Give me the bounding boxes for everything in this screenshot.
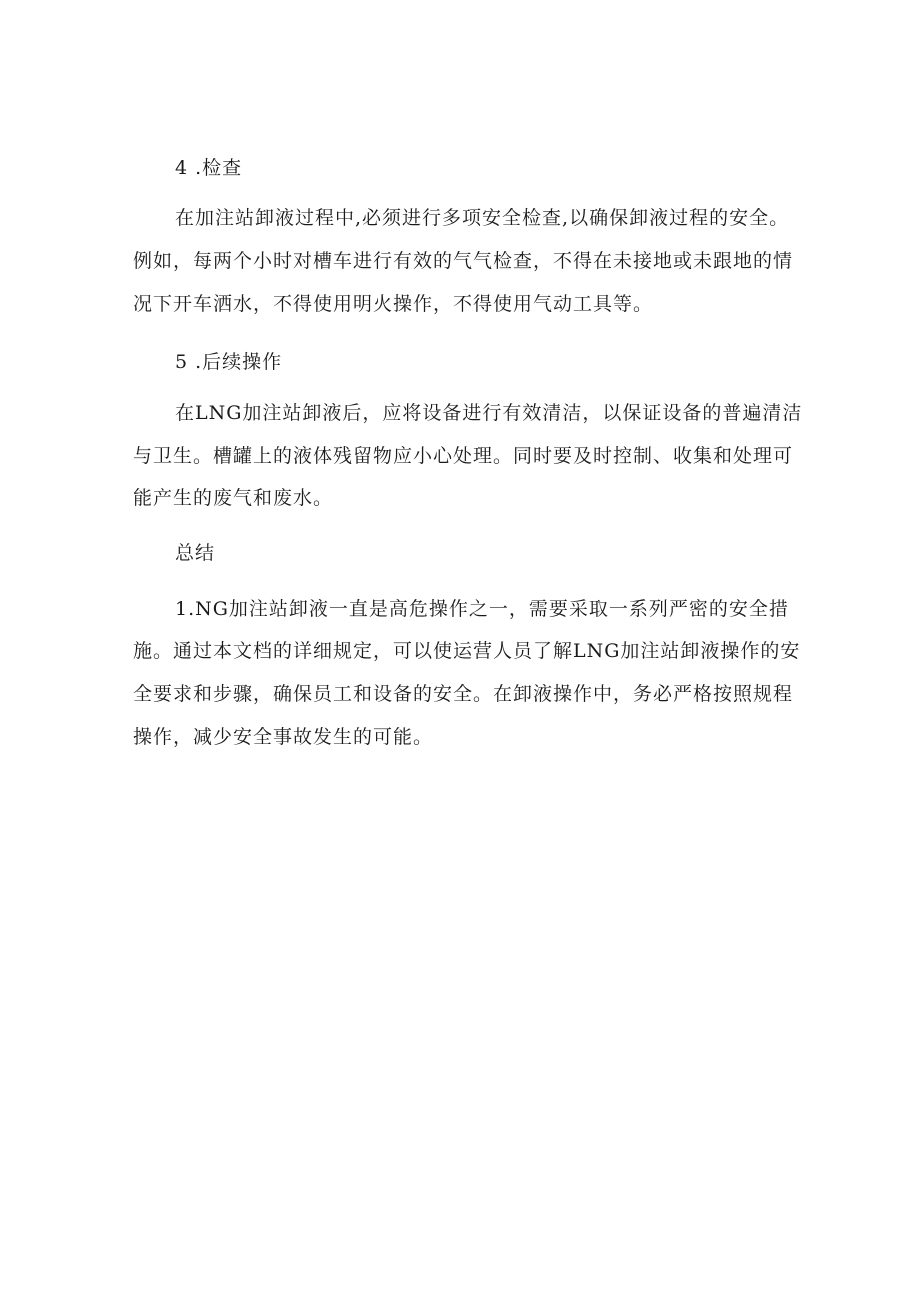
paragraph-line: 况下开车洒水，不得使用明火操作，不得使用气动工具等。 — [133, 293, 654, 315]
heading-text: 5 .后续操作 — [175, 351, 283, 373]
heading-text: 4 .检查 — [175, 157, 243, 179]
paragraph-line: 在LNG加注站卸液后，应将设备进行有效清洁，以保证设备的普遍清洁 — [175, 402, 803, 424]
paragraph-line: 在加注站卸液过程中,必须进行多项安全检查,以确保卸液过程的安全。 — [175, 207, 790, 229]
section-heading-summary — [133, 542, 793, 564]
paragraph-summary-line-2 — [133, 640, 801, 662]
paragraph-summary — [133, 598, 793, 620]
paragraph-followup-line-2 — [133, 445, 793, 467]
paragraph-line: 操作，减少安全事故发生的可能。 — [133, 726, 434, 748]
paragraph-line: 1.NG加注站卸液一直是高危操作之一，需要采取一系列严密的安全措 — [175, 598, 789, 620]
paragraph-inspection-line-2 — [133, 250, 793, 272]
paragraph-summary-line-3 — [133, 683, 793, 705]
paragraph-followup-line-3 — [133, 487, 793, 509]
paragraph-inspection — [133, 207, 793, 229]
section-heading-followup — [133, 351, 793, 373]
paragraph-line: 施。通过本文档的详细规定，可以使运营人员了解LNG加注站卸液操作的安 — [133, 640, 801, 662]
paragraph-line: 全要求和步骤，确保员工和设备的安全。在卸液操作中，务必严格按照规程 — [133, 683, 794, 705]
paragraph-inspection-line-3 — [133, 293, 793, 315]
paragraph-followup — [133, 402, 803, 424]
paragraph-line: 与卫生。槽罐上的液体残留物应小心处理。同时要及时控制、收集和处理可 — [133, 445, 794, 467]
paragraph-line: 例如，每两个小时对槽车进行有效的气气检查，不得在未接地或未跟地的情 — [133, 250, 794, 272]
paragraph-summary-line-4 — [133, 726, 793, 748]
section-heading-inspection — [133, 157, 793, 179]
paragraph-line: 能产生的废气和废水。 — [133, 487, 334, 509]
heading-text: 总结 — [175, 542, 216, 564]
